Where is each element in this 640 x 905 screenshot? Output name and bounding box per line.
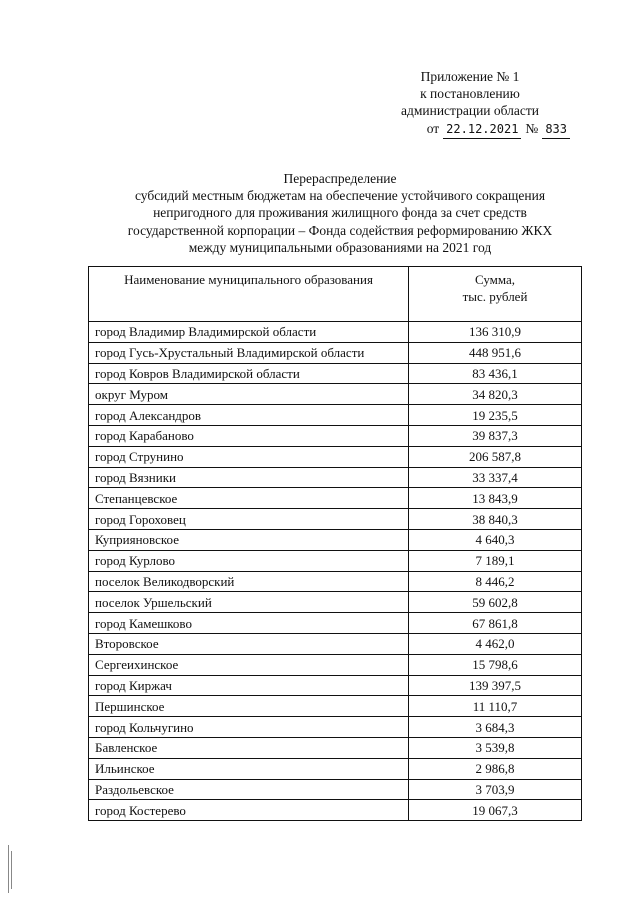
number-label: № [525, 121, 539, 136]
title-line-4: государственной корпорации – Фонда содействия реформированию ЖКХ [127, 222, 553, 238]
row-name: Сергеихинское [89, 654, 409, 675]
row-sum: 3 684,3 [409, 717, 582, 738]
row-name: округ Муром [89, 384, 409, 405]
annex-administration: администрации области [400, 103, 540, 118]
table-row [89, 425, 582, 446]
table-row [89, 550, 582, 571]
row-name: город Ковров Владимирской области [89, 363, 409, 384]
row-sum: 19 235,5 [409, 405, 582, 426]
row-sum: 3 703,9 [409, 779, 582, 800]
table-row [89, 571, 582, 592]
row-sum: 83 436,1 [409, 363, 582, 384]
table-row [89, 363, 582, 384]
row-sum: 11 110,7 [409, 696, 582, 717]
row-sum: 59 602,8 [409, 592, 582, 613]
row-sum: 13 843,9 [409, 488, 582, 509]
row-sum: 206 587,8 [409, 446, 582, 467]
table-row [89, 592, 582, 613]
row-name: Ильинское [89, 758, 409, 779]
row-name: город Гусь-Хрустальный Владимирской области [89, 342, 409, 363]
subsidy-table [88, 266, 582, 821]
annex-number: 833 [542, 121, 570, 139]
header-sum [409, 267, 582, 322]
title-line-3: непригодного для проживания жилищного фонда за счет средств [153, 205, 527, 221]
table-body [89, 322, 582, 821]
row-name: город Александров [89, 405, 409, 426]
table-header-row [89, 267, 582, 322]
row-name: Бавленское [89, 737, 409, 758]
annex-resolution: к постановлению [420, 86, 520, 101]
title-line-1: Перераспределение [283, 171, 397, 186]
table-row [89, 405, 582, 426]
table-row [89, 509, 582, 530]
margin-marks [8, 845, 12, 895]
row-sum: 3 539,8 [409, 737, 582, 758]
title-line-5: между муниципальными образованиями на 2021 год [188, 239, 492, 255]
row-sum: 4 640,3 [409, 529, 582, 550]
row-sum: 8 446,2 [409, 571, 582, 592]
row-name: Второвское [89, 633, 409, 654]
row-sum: 448 951,6 [409, 342, 582, 363]
table-row [89, 384, 582, 405]
table-row [89, 654, 582, 675]
row-name: Першинское [89, 696, 409, 717]
row-name: город Кольчугино [89, 717, 409, 738]
row-sum: 34 820,3 [409, 384, 582, 405]
row-sum: 2 986,8 [409, 758, 582, 779]
row-sum: 33 337,4 [409, 467, 582, 488]
table-row [89, 446, 582, 467]
row-name: город Костерево [89, 800, 409, 821]
header-sum-line-2: тыс. рублей [462, 289, 528, 304]
row-name: город Вязники [89, 467, 409, 488]
row-sum: 15 798,6 [409, 654, 582, 675]
row-name: город Карабаново [89, 425, 409, 446]
table-row [89, 675, 582, 696]
row-name: город Владимир Владимирской области [89, 322, 409, 343]
row-sum: 39 837,3 [409, 425, 582, 446]
table-row [89, 737, 582, 758]
annex-date-line [370, 120, 570, 139]
table-row [89, 758, 582, 779]
table-row [89, 467, 582, 488]
row-sum: 19 067,3 [409, 800, 582, 821]
header-name: Наименование муниципального образования [89, 267, 409, 322]
row-name: город Киржач [89, 675, 409, 696]
annex-block [370, 68, 570, 139]
row-sum: 38 840,3 [409, 509, 582, 530]
row-name: поселок Уршельский [89, 592, 409, 613]
table-row [89, 800, 582, 821]
table-row [89, 779, 582, 800]
table-row [89, 633, 582, 654]
header-sum-line-1: Сумма, [474, 272, 516, 287]
row-sum: 67 861,8 [409, 613, 582, 634]
row-name: Раздольевское [89, 779, 409, 800]
row-name: Куприяновское [89, 529, 409, 550]
document-title [70, 170, 610, 256]
annex-title: Приложение № 1 [420, 69, 520, 84]
row-sum: 7 189,1 [409, 550, 582, 571]
row-sum: 139 397,5 [409, 675, 582, 696]
annex-date: 22.12.2021 [443, 121, 521, 139]
row-name: город Камешково [89, 613, 409, 634]
row-name: город Гороховец [89, 509, 409, 530]
row-name: город Струнино [89, 446, 409, 467]
row-name: город Курлово [89, 550, 409, 571]
row-name: поселок Великодворский [89, 571, 409, 592]
table-row [89, 529, 582, 550]
row-sum: 136 310,9 [409, 322, 582, 343]
table-row [89, 342, 582, 363]
table-row [89, 717, 582, 738]
title-line-2: субсидий местным бюджетам на обеспечение устойчивого сокращения [134, 188, 546, 204]
table-row [89, 696, 582, 717]
table-row [89, 613, 582, 634]
from-label: от [426, 121, 440, 136]
table-row [89, 488, 582, 509]
row-sum: 4 462,0 [409, 633, 582, 654]
table-row [89, 322, 582, 343]
row-name: Степанцевское [89, 488, 409, 509]
